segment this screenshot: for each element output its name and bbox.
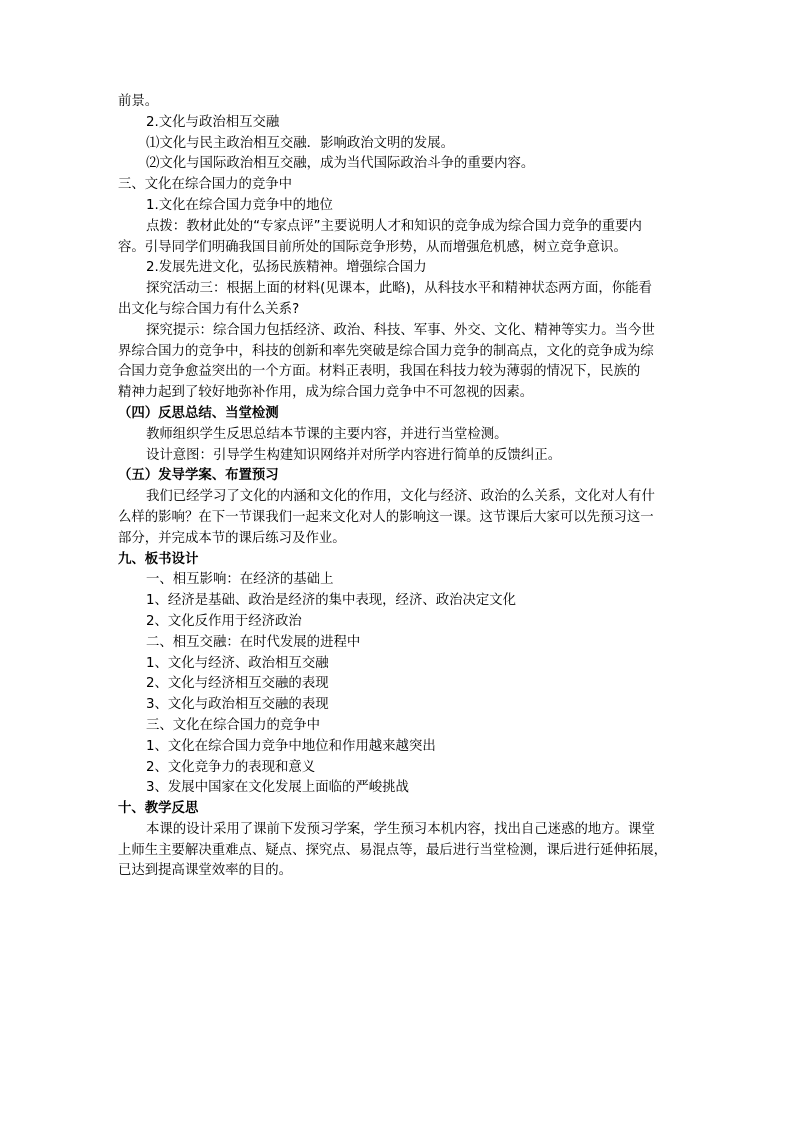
text-line: 已达到提高课堂效率的目的。	[118, 863, 293, 879]
text-line: 三、文化在综合国力的竞争中	[118, 177, 293, 193]
text-line: 探究活动三：根据上面的材料(见课本，此略)，从科技水平和精神状态两方面，你能看	[146, 281, 652, 297]
text-line: 前景。	[118, 94, 159, 109]
text-line: 教师组织学生反思总结本节课的主要内容，并进行当堂检测。	[146, 426, 508, 442]
text-line: 部分，并完成本节的课后练习及作业。	[118, 530, 346, 546]
text-line: 精神力起到了较好地弥补作用，成为综合国力竞争中不可忽视的因素。	[118, 385, 534, 401]
text-line: 2.发展先进文化，弘扬民族精神。增强综合国力	[146, 260, 427, 276]
text-line: 本课的设计采用了课前下发预习学案，学生预习本机内容，找出自己迷惑的地方。课堂	[146, 821, 655, 837]
text-line: 1.文化在综合国力竞争中的地位	[146, 197, 333, 213]
text-line: 出文化与综合国力有什么关系?	[118, 301, 300, 317]
text-line: 1、文化在综合国力竞争中地位和作用越来越突出	[146, 738, 436, 754]
text-line: 设计意图：引导学生构建知识网络并对所学内容进行简单的反馈纠正。	[146, 447, 562, 463]
text-line: 么样的影响？在下一节课我们一起来文化对人的影响这一课。这节课后大家可以先预习这一	[118, 509, 654, 525]
text-line: 3、文化与政治相互交融的表现	[146, 697, 329, 713]
text-line: 点拨：教材此处的“专家点评”主要说明人才和知识的竞争成为综合国力竞争的重要内	[146, 218, 642, 234]
text-line: 二、相互交融：在时代发展的进程中	[146, 634, 361, 650]
text-line: 3、发展中国家在文化发展上面临的严峻挑战	[146, 780, 409, 796]
section-heading: （五）发导学案、布置预习	[118, 468, 279, 484]
text-line: 2、文化反作用于经济政治	[146, 613, 302, 629]
text-line: 界综合国力的竞争中，科技的创新和率先突破是综合国力竞争的制高点，文化的竞争成为综	[118, 343, 654, 359]
text-line: 我们已经学习了文化的内涵和文化的作用，文化与经济、政治的么关系，文化对人有什	[146, 489, 655, 505]
text-line: 上师生主要解决重难点、疑点、探究点、易混点等，最后进行当堂检测，课后进行延伸拓展，	[118, 842, 668, 858]
section-heading: 九、板书设计	[118, 551, 199, 567]
text-line: ⑵文化与国际政治相互交融，成为当代国际政治斗争的重要内容。	[146, 156, 535, 172]
text-line: 1、文化与经济、政治相互交融	[146, 655, 329, 671]
text-line: 2、文化竞争力的表现和意义	[146, 759, 316, 775]
document-page	[118, 92, 678, 882]
section-heading: 十、教学反思	[118, 801, 199, 817]
text-line: 一、相互影响：在经济的基础上	[146, 572, 334, 588]
text-line: 容。引导同学们明确我国目前所处的国际竞争形势，从而增强危机感，树立竞争意识。	[118, 239, 627, 255]
text-line: 1、经济是基础、政治是经济的集中表现，经济、政治决定文化	[146, 593, 517, 609]
text-line: 合国力竞争愈益突出的一个方面。材料正表明，我国在科技力较为薄弱的情况下，民族的	[118, 364, 641, 380]
text-line: 三、文化在综合国力的竞争中	[146, 717, 321, 733]
text-line: ⑴文化与民主政治相互交融．影响政治文明的发展。	[146, 135, 454, 151]
section-heading: （四）反思总结、当堂检测	[118, 405, 279, 421]
text-line: 2.文化与政治相互交融	[146, 114, 280, 130]
text-line: 探究提示：综合国力包括经济、政治、科技、军事、外交、文化、精神等实力。当今世	[146, 322, 655, 338]
text-line: 2、文化与经济相互交融的表现	[146, 676, 329, 692]
